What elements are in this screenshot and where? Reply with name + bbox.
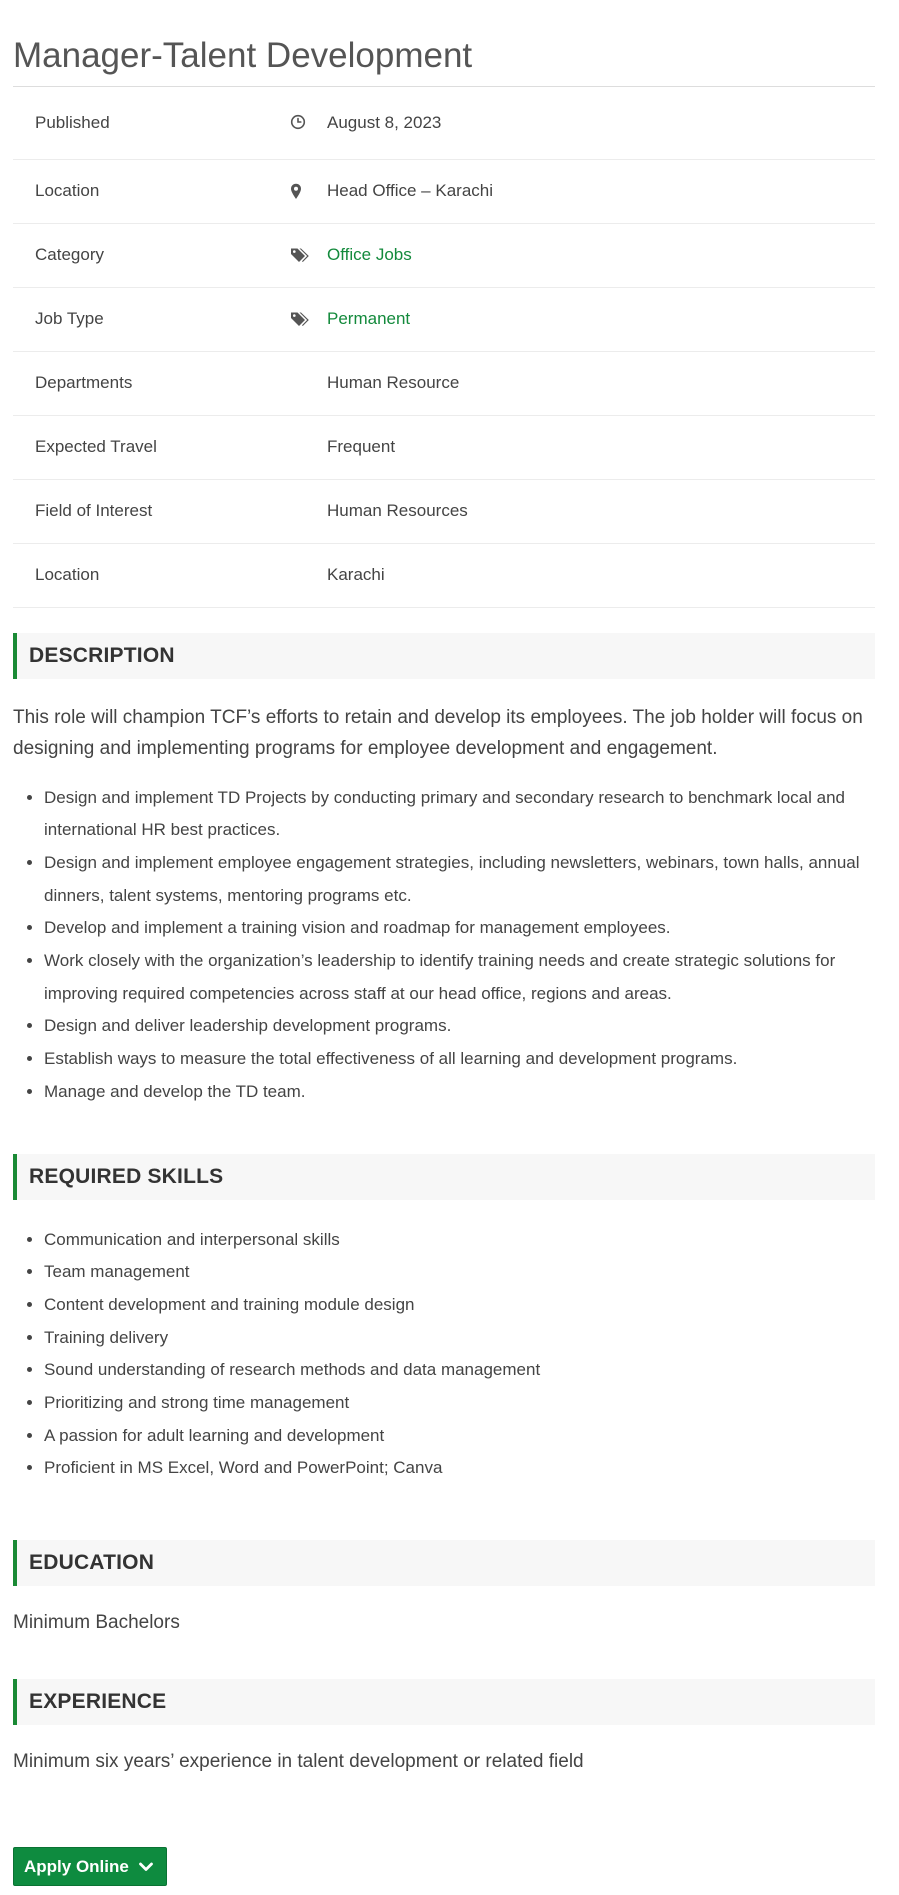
experience-text: Minimum six years’ experience in talent development or related field <box>13 1751 584 1773</box>
meta-label: Published <box>35 112 110 132</box>
meta-value: Head Office – Karachi <box>327 181 493 200</box>
meta-label: Expected Travel <box>35 437 157 456</box>
meta-value-link[interactable]: Permanent <box>327 309 411 328</box>
description-heading: DESCRIPTION <box>13 633 875 679</box>
meta-icon-cell <box>290 351 327 415</box>
required-skills-list <box>13 1224 875 1486</box>
description-item: • Develop and implement a training vision and roadmap for management employees. <box>44 912 875 945</box>
skill-item: • Prioritizing and strong time management <box>44 1387 875 1420</box>
meta-row <box>13 415 875 479</box>
meta-label: Location <box>35 181 100 200</box>
skill-item: • A passion for adult learning and development <box>44 1420 875 1453</box>
skill-item: • Training delivery <box>44 1322 875 1355</box>
description-item: • Manage and develop the TD team. <box>44 1076 875 1109</box>
description-item: • Work closely with the organization’s leadership to identify training needs and create strategic solutions for improving required competencies across staff at our head office, regions and areas. <box>44 945 875 1010</box>
skill-item: • Content development and training module design <box>44 1289 875 1322</box>
education-text: Minimum Bachelors <box>13 1612 180 1634</box>
skill-item: • Proficient in MS Excel, Word and PowerPoint; Canva <box>44 1452 875 1485</box>
tags-icon <box>290 247 312 265</box>
clock-icon <box>290 114 312 132</box>
meta-row <box>13 351 875 415</box>
meta-icon-cell <box>290 415 327 479</box>
meta-icon-cell <box>290 479 327 543</box>
meta-row <box>13 543 875 607</box>
meta-label: Job Type <box>35 309 104 328</box>
meta-value: Frequent <box>327 437 396 456</box>
chevron-down-icon <box>139 1862 153 1872</box>
meta-row <box>13 479 875 543</box>
meta-icon-cell <box>290 87 327 159</box>
education-heading: EDUCATION <box>13 1540 875 1586</box>
meta-value: Human Resources <box>327 501 468 520</box>
meta-value: August 8, 2023 <box>327 112 442 132</box>
required-skills-heading: REQUIRED SKILLS <box>13 1154 875 1200</box>
meta-label: Departments <box>35 373 133 392</box>
description-item: • Design and implement TD Projects by conducting primary and secondary research to benchmark local and international HR best practices. <box>44 782 875 847</box>
meta-icon-cell <box>290 159 327 223</box>
skill-item: • Communication and interpersonal skills <box>44 1224 875 1257</box>
map-pin-icon <box>290 183 312 201</box>
apply-online-button[interactable] <box>13 1847 167 1886</box>
description-item: • Design and deliver leadership development programs. <box>44 1010 875 1043</box>
meta-row <box>13 159 875 223</box>
meta-row <box>13 223 875 287</box>
meta-label: Field of Interest <box>35 501 153 520</box>
skill-item: • Sound understanding of research methods and data management <box>44 1354 875 1387</box>
apply-online-label: Apply Online <box>24 1856 129 1876</box>
meta-row <box>13 87 875 159</box>
meta-value: Karachi <box>327 565 385 584</box>
page-title: Manager-Talent Development <box>13 0 875 87</box>
tags-icon <box>290 311 312 329</box>
description-item: • Design and implement employee engagement strategies, including newsletters, webinars, town halls, annual dinners, talent systems, mentoring programs etc. <box>44 847 875 912</box>
meta-icon-cell <box>290 223 327 287</box>
meta-label: Category <box>35 245 104 264</box>
meta-icon-cell <box>290 287 327 351</box>
meta-row <box>13 287 875 351</box>
description-intro: This role will champion TCF’s efforts to retain and develop its employees. The job holder will focus on designing and implementing programs for employee development and engagement. <box>13 706 863 759</box>
job-meta-table <box>13 87 875 608</box>
meta-label: Location <box>35 565 100 584</box>
job-listing <box>13 0 875 1777</box>
meta-value: Human Resource <box>327 373 460 392</box>
description-list <box>13 782 875 1109</box>
meta-value-link[interactable]: Office Jobs <box>327 245 412 264</box>
meta-icon-cell <box>290 543 327 607</box>
skill-item: • Team management <box>44 1256 875 1289</box>
experience-heading: EXPERIENCE <box>13 1679 875 1725</box>
description-item: • Establish ways to measure the total effectiveness of all learning and development programs. <box>44 1043 875 1076</box>
